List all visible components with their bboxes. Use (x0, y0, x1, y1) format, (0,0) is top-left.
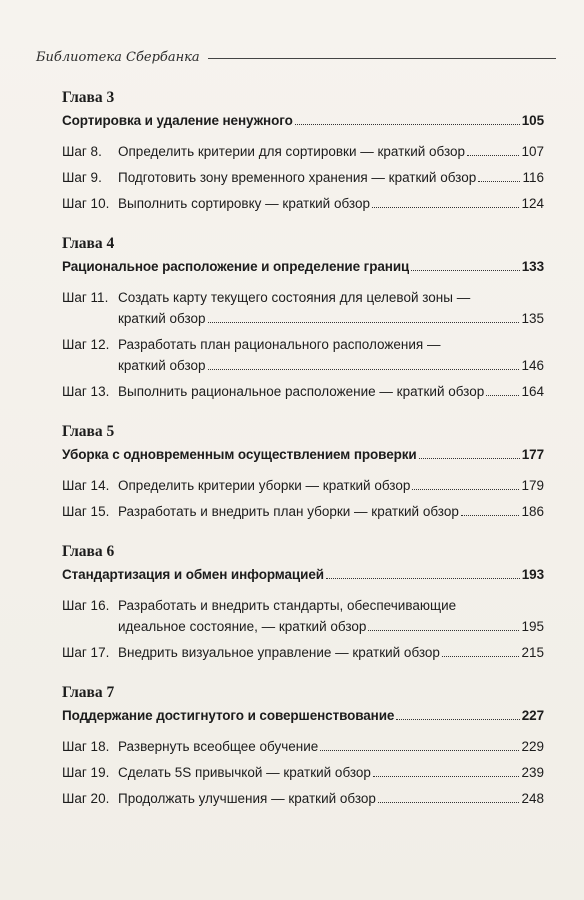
chapter-section (62, 422, 544, 522)
chapter-title-page-number: 105 (521, 113, 544, 128)
step-page-number: 179 (521, 478, 544, 493)
running-head-text: Библиотека Сбербанка (36, 50, 200, 65)
dot-leader (208, 322, 520, 323)
step-line (118, 167, 544, 188)
step-line (118, 501, 544, 522)
step-text: Выполнить рациональное расположение — краткий обзор (118, 384, 485, 399)
step-number: Шаг 9. (62, 170, 102, 185)
step-text-line: Создать карту текущего состояния для целевой зоны — (118, 290, 471, 305)
dot-leader (368, 630, 519, 631)
step-number: Шаг 13. (62, 384, 110, 399)
step-body (118, 334, 544, 376)
step-body (118, 141, 544, 162)
dot-leader (372, 207, 520, 208)
step-line (118, 475, 544, 496)
step-page-number: 248 (521, 791, 544, 806)
chapter-title-page-number: 133 (521, 259, 544, 274)
dot-leader (442, 656, 520, 657)
step-page-number: 215 (521, 645, 544, 660)
dot-leader (373, 776, 520, 777)
step-page-number: 135 (521, 311, 544, 326)
chapter-title-text: Рациональное расположение и определение границ (62, 259, 410, 274)
step-text: Сделать 5S привычкой — краткий обзор (118, 765, 371, 780)
step-text: Выполнить сортировку — краткий обзор (118, 196, 370, 211)
chapter-label: Глава 4 (62, 235, 115, 252)
dot-leader (396, 719, 519, 720)
toc-step-entry (62, 334, 544, 376)
step-number: Шаг 16. (62, 598, 110, 613)
step-page-number: 164 (521, 384, 544, 399)
step-number: Шаг 17. (62, 645, 110, 660)
step-line (118, 308, 544, 329)
chapter-title-line (62, 564, 544, 585)
chapter-title-text: Уборка с одновременным осуществлением проверки (62, 447, 417, 462)
step-text-line: Разработать и внедрить стандарты, обеспечивающие (118, 598, 457, 613)
toc-step-entry (62, 141, 544, 162)
step-line (118, 141, 544, 162)
toc-step-entry (62, 642, 544, 663)
toc-step-entry (62, 381, 544, 402)
toc-step-entry (62, 475, 544, 496)
step-text: Внедрить визуальное управление — краткий обзор (118, 645, 440, 660)
chapter-title-text: Стандартизация и обмен информацией (62, 567, 324, 582)
running-head (36, 50, 556, 65)
step-number: Шаг 8. (62, 144, 102, 159)
chapter-title-text: Сортировка и удаление ненужного (62, 113, 293, 128)
step-text: Подготовить зону временного хранения — краткий обзор (118, 170, 477, 185)
step-line (118, 193, 544, 214)
step-number: Шаг 20. (62, 791, 110, 806)
step-body (118, 762, 544, 783)
step-body (118, 167, 544, 188)
step-body (118, 501, 544, 522)
chapter-section (62, 88, 544, 214)
step-body (118, 642, 544, 663)
dot-leader (467, 155, 519, 156)
step-text: Определить критерии для сортировки — краткий обзор (118, 144, 466, 159)
dot-leader (326, 578, 520, 579)
toc-step-entry (62, 193, 544, 214)
step-number: Шаг 11. (62, 290, 109, 305)
toc-step-entry (62, 167, 544, 188)
toc-step-entry (62, 762, 544, 783)
step-body (118, 788, 544, 809)
toc-step-entry (62, 595, 544, 637)
toc-step-entry (62, 287, 544, 329)
step-text: краткий обзор (118, 358, 206, 373)
step-body (118, 193, 544, 214)
step-page-number: 239 (521, 765, 544, 780)
chapter-section (62, 542, 544, 663)
step-page-number: 146 (521, 358, 544, 373)
chapter-title-page-number: 177 (521, 447, 544, 462)
chapter-title-line (62, 444, 544, 465)
step-text: Разработать и внедрить план уборки — краткий обзор (118, 504, 459, 519)
chapter-label: Глава 7 (62, 684, 115, 701)
chapter-label: Глава 3 (62, 89, 115, 106)
step-page-number: 107 (521, 144, 544, 159)
step-body (118, 475, 544, 496)
dot-leader (411, 270, 520, 271)
toc-step-entry (62, 501, 544, 522)
step-line (118, 642, 544, 663)
step-number: Шаг 14. (62, 478, 110, 493)
step-line (118, 616, 544, 637)
step-page-number: 124 (521, 196, 544, 211)
dot-leader (378, 802, 520, 803)
chapter-title-line (62, 110, 544, 131)
step-page-number: 186 (521, 504, 544, 519)
step-line (118, 381, 544, 402)
step-number: Шаг 12. (62, 337, 110, 352)
chapter-title-text: Поддержание достигнутого и совершенствование (62, 708, 395, 723)
chapter-label: Глава 5 (62, 423, 115, 440)
chapter-title-line (62, 256, 544, 277)
step-number: Шаг 15. (62, 504, 110, 519)
step-body (118, 381, 544, 402)
dot-leader (419, 458, 520, 459)
step-body (118, 287, 544, 329)
toc-step-entry (62, 736, 544, 757)
step-text: Определить критерии уборки — краткий обзор (118, 478, 411, 493)
chapter-section (62, 683, 544, 809)
dot-leader (208, 369, 520, 370)
step-number: Шаг 10. (62, 196, 110, 211)
step-body (118, 595, 544, 637)
step-text: идеальное состояние, — краткий обзор (118, 619, 367, 634)
step-body (118, 736, 544, 757)
step-text: Развернуть всеобщее обучение (118, 739, 319, 754)
step-line (118, 762, 544, 783)
dot-leader (486, 395, 519, 396)
step-text-line: Разработать план рационального расположения — (118, 337, 441, 352)
step-number: Шаг 18. (62, 739, 110, 754)
dot-leader (295, 124, 520, 125)
dot-leader (412, 489, 519, 490)
step-text: краткий обзор (118, 311, 206, 326)
step-line (118, 788, 544, 809)
dot-leader (478, 181, 520, 182)
chapter-title-page-number: 227 (521, 708, 544, 723)
step-line (118, 355, 544, 376)
toc-step-entry (62, 788, 544, 809)
step-page-number: 229 (521, 739, 544, 754)
table-of-contents (62, 88, 544, 829)
chapter-section (62, 234, 544, 402)
chapter-label: Глава 6 (62, 543, 115, 560)
dot-leader (461, 515, 520, 516)
dot-leader (320, 750, 519, 751)
chapter-title-line (62, 705, 544, 726)
step-number: Шаг 19. (62, 765, 110, 780)
chapter-title-page-number: 193 (521, 567, 544, 582)
step-page-number: 116 (522, 170, 544, 185)
step-text: Продолжать улучшения — краткий обзор (118, 791, 376, 806)
step-line (118, 736, 544, 757)
step-page-number: 195 (521, 619, 544, 634)
running-head-rule (208, 58, 556, 59)
